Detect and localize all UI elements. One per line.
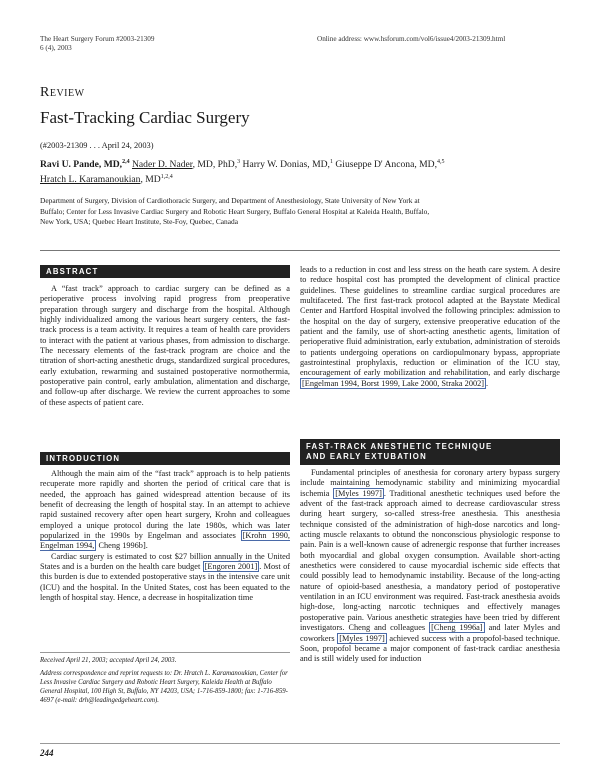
fast-track-body [300,468,560,665]
affiliation-line-1: Department of Surgery, Division of Cardiothoracic Surgery, and Department of Anesthesiology, State University of New York at [40,196,420,205]
article-title: Fast-Tracking Cardiac Surgery [40,108,250,127]
right-p1-text: leads to a reduction in cost and less stress on the heath care system. A desire to reduce hospital cost has prompted the development of clinical practice guidelines. These guidelines to streamline cardiac surgical procedures are multifaceted. The first fast-track protocol adapted at the Baystate Medical Center and Hartford Hospital involved the following principles: admission to the hospital on the day of surgery, extensive preoperative education of the patient and the family, use of short-acting anesthetic agents, limitation of perioperative fluid administration, early extubation, administration of steroids to patients undergoing operations on cardiopulmonary bypass, appropriate gastrointestinal prophylaxis, reduction or elimination of the ICU stay, encouragement of early mobilization and rehabilitation, and early discharge [300,265,560,378]
author-3-sup: 1 [329,159,333,165]
abstract-heading: ABSTRACT [40,265,290,278]
author-4-sup: 4,5 [437,159,445,165]
article-id-line: (#2003-21309 . . . April 24, 2003) [40,141,154,150]
intro-p2-end: . Most of this burden is due to extended postoperative stays in the intensive care unit (ICU) and the hospital. In the United States, cost has been equated to the length of hospital stay. Hence, a decrease in hospitalization time [40,562,290,603]
intro-p1-text: Although the main aim of the “fast track” approach is to help patients recuperate more rapidly and shorten the period of critical care that is needed, the approach has gained widespread attention because of its benefit of decreasing the length of hospital stay. In an attempt to achieve rapid sustained recovery after open heart surgery, Krohn and colleagues employed a unique protocol during the late 1980s, which was later popularized in the 1990s by Engelman and associates [40,469,290,541]
author-2[interactable]: Nader D. Nader [131,159,193,171]
author-5-sup: 1,2,4 [160,174,173,181]
section-label: Review [40,85,85,100]
fast-track-p1-text: Fundamental principles of anesthesia for coronary artery bypass surgery include maintaining hemodynamic stability and minimizing myocardial ischemia [300,468,560,498]
affiliation-line-3: New York, USA; Quebec Heart Institute, Ste-Foy, Quebec, Canada [40,217,238,226]
author-3: Harry W. Donias, MD, [242,159,330,171]
citation-krohn[interactable]: [Krohn 1990, Engelman 1994, [40,531,290,551]
intro-paragraph-1 [40,469,290,552]
citation-myles-1[interactable]: [Myles 1997] [335,488,382,498]
journal-header [40,35,154,53]
footnote [40,656,290,705]
footnote-rule [40,652,290,653]
fast-track-heading-line-2: AND EARLY EXTUBATION [306,452,427,461]
journal-name: The Heart Surgery Forum #2003-21309 [40,35,155,43]
received-dates: Received April 21, 2003; accepted April 24, 2003. [40,657,177,664]
abstract-paragraph: A “fast track” approach to cardiac surgery can be defined as a perioperative process involving rapid progress from preoperative preparation through surgery and discharge from the hospital. Although highly individualized among the various heart surgery centers, the fast-track process is a team activity. It requires a team of health care providers to interact with the patient at various phases, from admission to discharge. The necessary elements of the fast-track program are choice and the titration of short-acting anesthetic drugs, standardized surgical procedures, early extubation, rewarming and sustained postoperative normothermia, postoperative pain control, early ambulation, alimentation and discharge, and follow-up after discharge. We review the current approaches to some of these aspects of patient care. [40,284,290,407]
abstract-body [40,284,290,408]
author-4: Giuseppe D' Ancona, MD, [335,159,437,171]
right-column-body [300,265,560,389]
page-number: 244 [40,748,54,758]
intro-p1-end: Cheng 1996b]. [96,541,148,551]
author-1-sup: 2,4 [122,159,130,165]
author-2-degree: , MD, PhD, [192,159,238,171]
author-2-sup: 3 [237,159,241,165]
header-divider [40,250,560,251]
fast-track-paragraph-1 [300,468,560,665]
online-address[interactable]: Online address: www.hsforum.com/vol6/issue4/2003-21309.html [317,35,506,43]
right-p1-end: . [486,378,489,388]
intro-p2-text: Cardiac surgery is estimated to cost $27 billion annually in the United States and is a burden on the health care budget [40,551,290,572]
affiliations [40,196,565,228]
fast-track-p1-end: achieved success with a propofol-based technique. Soon, propofol became a major component of fast-track cardiac anesthesia and is still widely used for induction [300,633,560,664]
fast-track-p1-mid2: and later Myles and coworkers [300,623,560,643]
author-5-degree: , MD [140,174,161,186]
fast-track-heading [300,439,560,465]
fast-track-p1-mid: . Traditional anesthetic techniques used before the advent of the fast-track approach aimed to decrease cardiovascular stress during heart surgery, so-called stress-free anesthesia. This anesthesia technique consisted of the administration of high-dose narcotics and long-acting muscle relaxants to obtund the nonconscious physiologic response to pain. Pain is a well-known cause of adrenergic response that further increases both myocardial and global oxygen consumption. Available short-acting anesthetics were considered to cause myocardial ischemic side effects that could possibly lead to hemodynamic instability. Because of the long-acting nature of opioid-based anesthesia, a mandatory period of postoperative ventilation in an ICU environment was required. Fast-track anesthesia avoids high-dose, long-acting narcotic techniques and effectively manages postoperative pain. Various anesthetic strategies have been tried by different investigators. Cheng and colleagues [300,488,560,633]
footer-rule [40,743,560,744]
citation-engoren[interactable]: [Engoren 2001] [204,562,258,572]
citation-engelman[interactable]: [Engelman 1994, Borst 1999, Lake 2000, Straka 2002] [302,378,485,388]
citation-myles-2[interactable]: [Myles 1997] [339,633,385,643]
journal-volume: 6 (4), 2003 [40,44,72,52]
right-paragraph-1 [300,265,560,389]
introduction-heading: INTRODUCTION [40,452,290,465]
author-list [40,156,565,186]
author-1: Ravi U. Pande, MD, [40,159,123,171]
intro-paragraph-2 [40,552,290,604]
introduction-body [40,469,290,603]
fast-track-heading-line-1: FAST-TRACK ANESTHETIC TECHNIQUE [306,442,493,451]
correspondence-address: Address correspondence and reprint requests to: Dr. Hratch L. Karamanoukian, Center for Less Invasive Cardiac Surgery and Robotic Heart Surgery, Kaleida Health at Buffalo General Hospital, 100 High St, Buffalo, NY 14203, USA; 1-716-859-1800; fax: 1-716-859-4697 (e-mail: drh@leadingedgeheart.com). [40,670,288,704]
author-5[interactable]: Hratch L. Karamanoukian [40,174,141,186]
citation-cheng[interactable]: [Cheng 1996a] [431,623,483,633]
affiliation-line-2: Buffalo; Center for Less Invasive Cardiac Surgery and Robotic Heart Surgery, Buffalo General Hospital at Kaleida Health, Buffalo, [40,206,430,216]
